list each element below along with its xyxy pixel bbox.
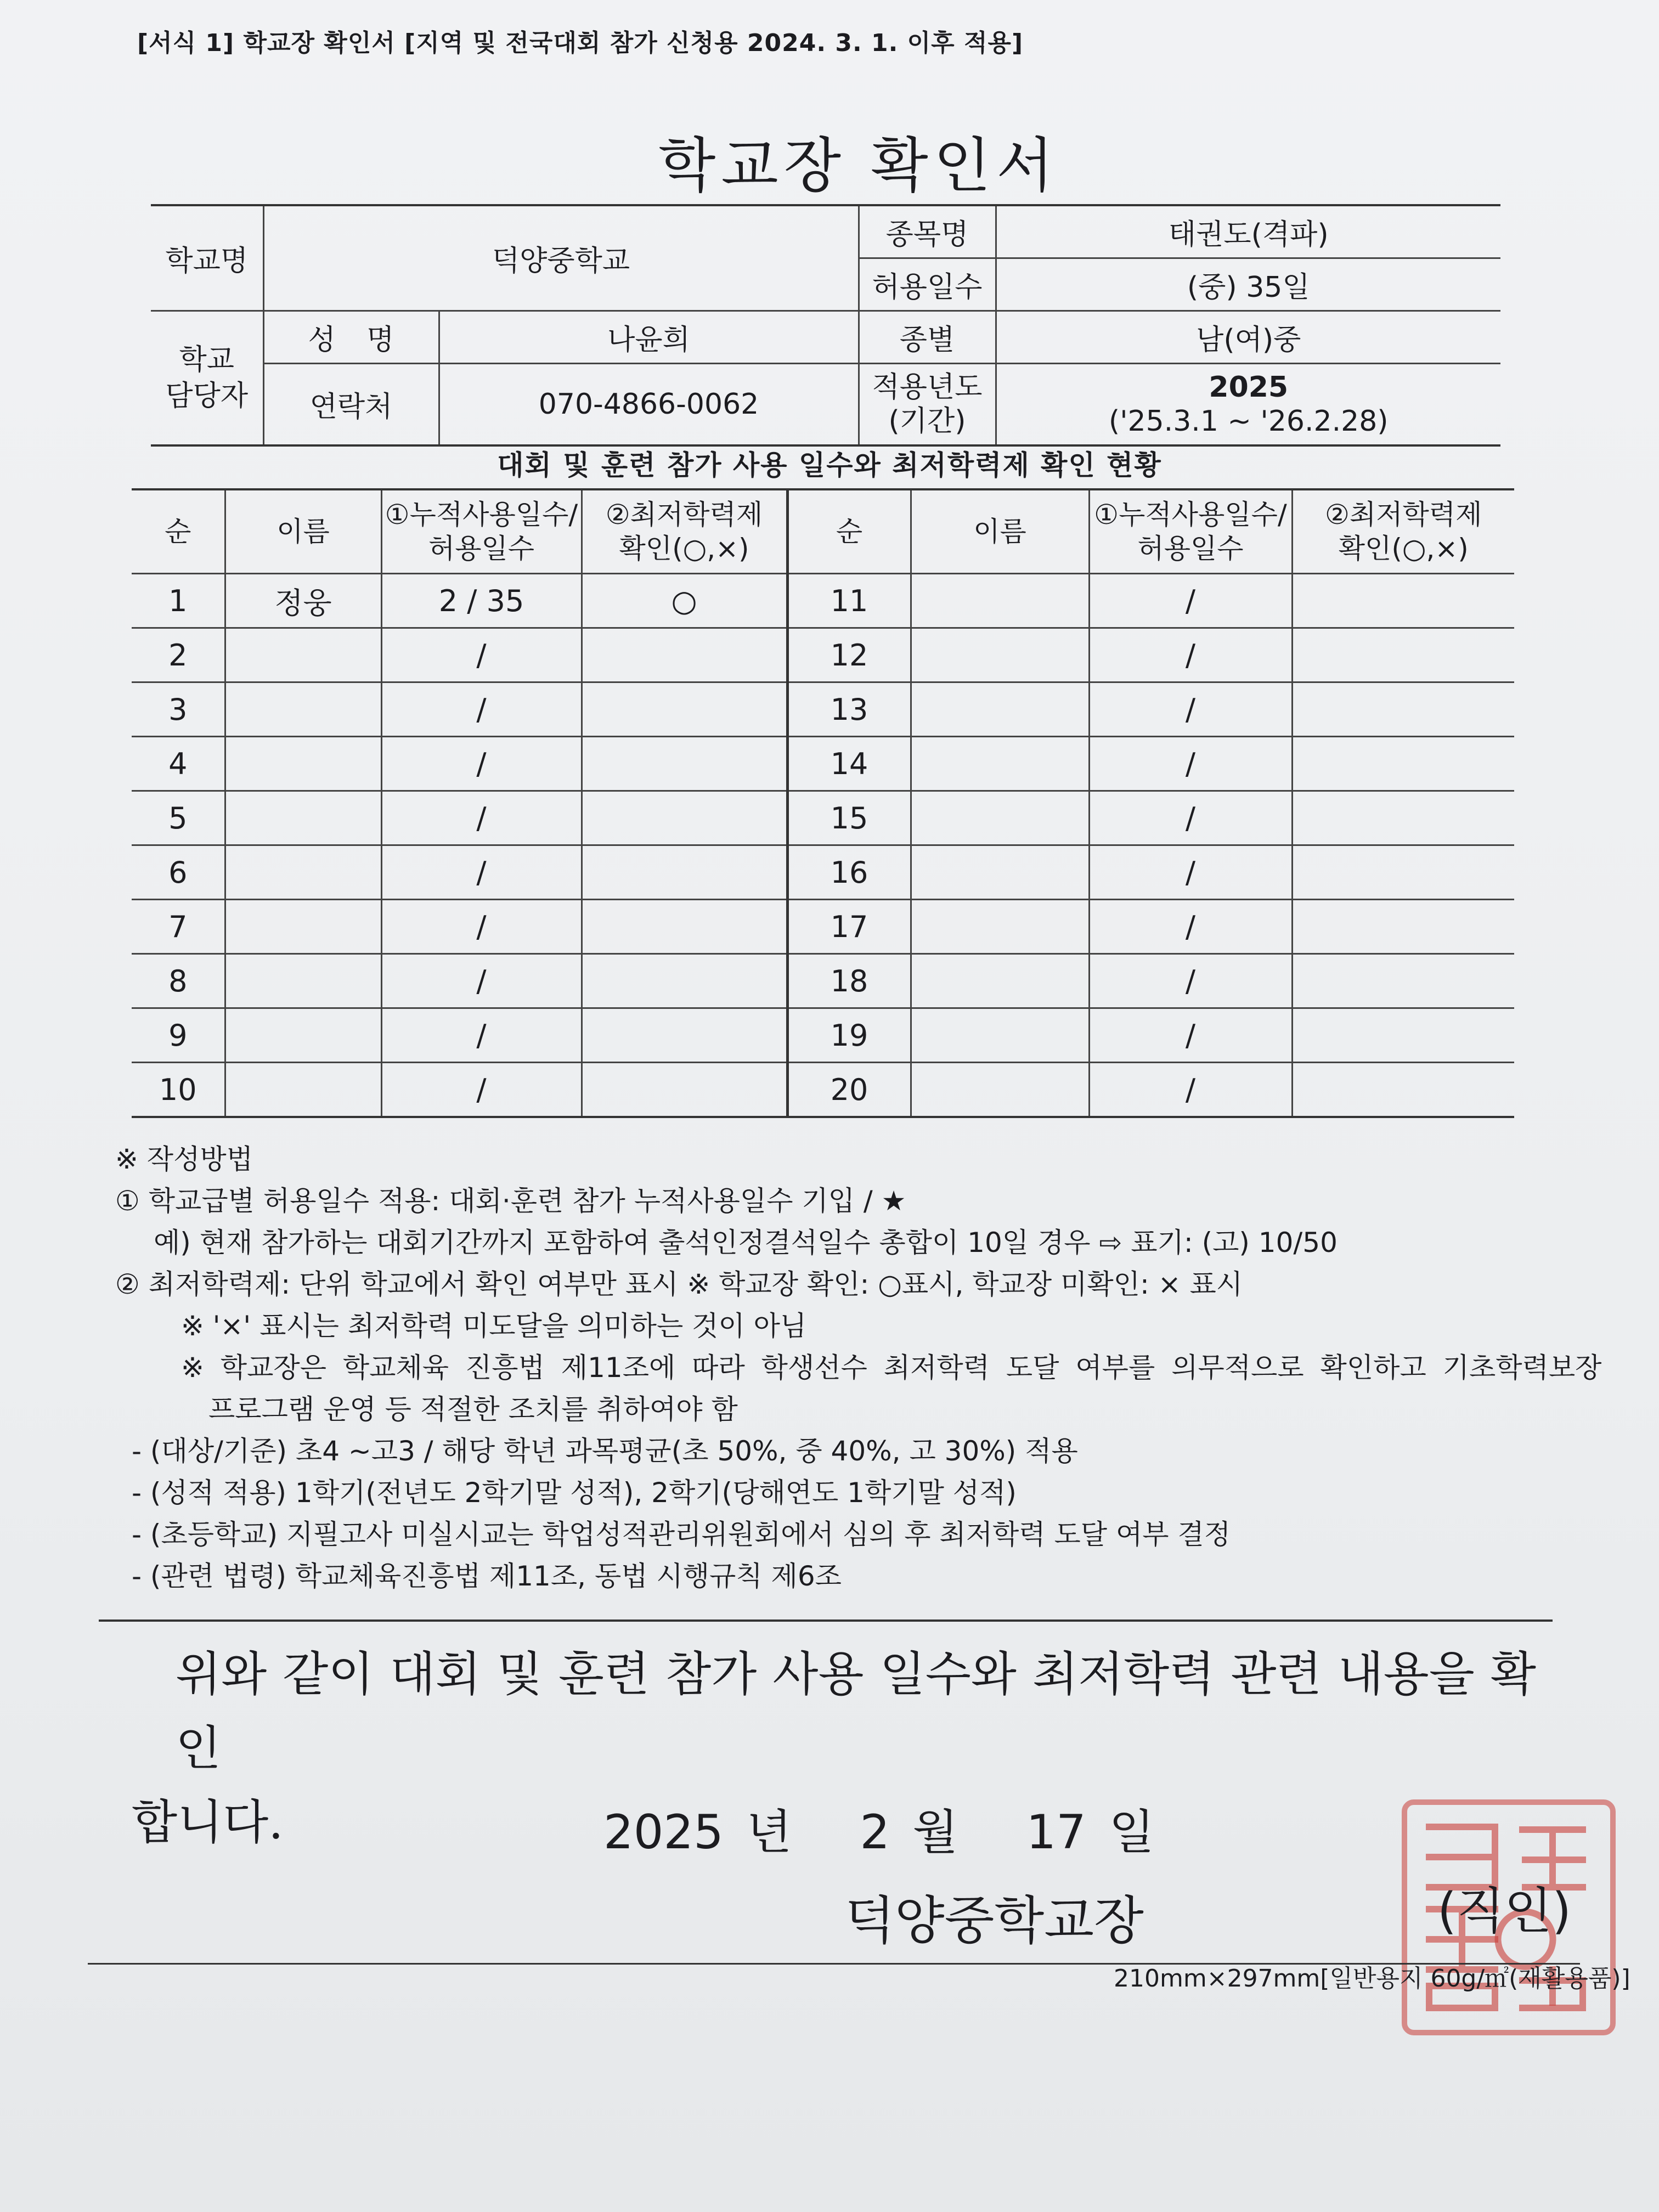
gender: 남(여)중 <box>996 311 1500 363</box>
row-no: 6 <box>132 845 225 900</box>
gender-label: 종별 <box>859 311 996 363</box>
table-row <box>132 682 1514 737</box>
row-name-2 <box>911 1008 1089 1063</box>
row-days: / <box>381 954 582 1008</box>
note-item: - (대상/기준) 초4 ~고3 / 해당 학년 과목평균(초 50%, 중 40%, 고 30%) 적용 <box>132 1435 1078 1467</box>
date-day: 17 <box>1026 1805 1086 1860</box>
header-days-2: ①누적사용일수/ 허용일수 <box>1089 489 1292 574</box>
row-days-2: / <box>1089 900 1292 954</box>
header-no: 순 <box>132 489 225 574</box>
year: 2025 <box>1209 370 1289 404</box>
note-item: - (관련 법령) 학교체육진흥법 제11조, 동법 시행규칙 제6조 <box>132 1560 842 1592</box>
row-name-2 <box>911 1063 1089 1118</box>
table-row <box>132 737 1514 791</box>
principal-name: 덕양중학교장 <box>845 1891 1144 1951</box>
row-name-2 <box>911 954 1089 1008</box>
row-no: 8 <box>132 954 225 1008</box>
row-check <box>582 682 787 737</box>
table-row <box>132 1008 1514 1063</box>
row-check-2 <box>1292 574 1514 628</box>
header-days: ①누적사용일수/ 허용일수 <box>381 489 582 574</box>
row-days: / <box>381 1063 582 1118</box>
row-name <box>225 1063 381 1118</box>
row-no-2: 13 <box>787 682 911 737</box>
row-name: 정웅 <box>225 574 381 628</box>
date-year-unit: 년 <box>746 1805 792 1860</box>
table-row <box>132 954 1514 1008</box>
document-title: 학교장 확인서 <box>658 132 1059 200</box>
row-check-2 <box>1292 1063 1514 1118</box>
note-item: ① 학교급별 허용일수 적용: 대회·훈련 참가 누적사용일수 기입 / ★ <box>115 1185 906 1217</box>
row-check <box>582 900 787 954</box>
form-header: [서식 1] 학교장 확인서 [지역 및 전국대회 참가 신청용 2024. 3. 1. 이후 적용] <box>137 29 1024 57</box>
row-name-2 <box>911 791 1089 845</box>
row-name <box>225 628 381 682</box>
row-name <box>225 900 381 954</box>
row-name <box>225 682 381 737</box>
contact: 070-4866-0062 <box>439 363 859 445</box>
row-check <box>582 628 787 682</box>
row-no: 7 <box>132 900 225 954</box>
note-item: ② 최저학력제: 단위 학교에서 확인 여부만 표시 ※ 학교장 확인: ○표시, 학교장 미확인: × 표시 <box>115 1268 1243 1300</box>
status-header-row <box>132 489 1514 574</box>
row-days: / <box>381 628 582 682</box>
row-name <box>225 737 381 791</box>
row-check <box>582 845 787 900</box>
header-name-2: 이름 <box>911 489 1089 574</box>
row-check: ○ <box>582 574 787 628</box>
row-days: / <box>381 737 582 791</box>
note-item: ※ 학교장은 학교체육 진흥법 제11조에 따라 학생선수 최저학력 도달 여부를 의무적으로 확인하고 기초학력보장 <box>181 1352 1602 1384</box>
row-check <box>582 737 787 791</box>
row-days: / <box>381 900 582 954</box>
row-no: 5 <box>132 791 225 845</box>
row-name-2 <box>911 845 1089 900</box>
row-no-2: 18 <box>787 954 911 1008</box>
row-no: 10 <box>132 1063 225 1118</box>
year-cell <box>996 363 1500 445</box>
table-row <box>132 900 1514 954</box>
row-days-2: / <box>1089 954 1292 1008</box>
date-month-unit: 월 <box>912 1805 958 1860</box>
row-name-2 <box>911 574 1089 628</box>
row-check <box>582 1008 787 1063</box>
row-check-2 <box>1292 737 1514 791</box>
row-check <box>582 791 787 845</box>
row-check-2 <box>1292 954 1514 1008</box>
row-days-2: / <box>1089 1008 1292 1063</box>
row-days-2: / <box>1089 1063 1292 1118</box>
info-table <box>151 204 1500 447</box>
row-name-2 <box>911 900 1089 954</box>
row-check-2 <box>1292 791 1514 845</box>
notes-heading: ※ 작성방법 <box>115 1143 253 1175</box>
row-name <box>225 791 381 845</box>
row-check-2 <box>1292 1008 1514 1063</box>
confirm-line-1: 위와 같이 대회 및 훈련 참가 사용 일수와 최저학력 관련 내용을 확인 <box>176 1647 1536 1776</box>
allowed-days: (중) 35일 <box>996 258 1500 311</box>
table-row <box>132 574 1514 628</box>
school-name-label: 학교명 <box>151 205 263 311</box>
paper-spec: 210mm×297mm[일반용지 60g/㎡(재활용품)] <box>1114 1965 1630 1993</box>
date-year: 2025 <box>603 1805 724 1860</box>
row-days: / <box>381 682 582 737</box>
header-name: 이름 <box>225 489 381 574</box>
row-no-2: 15 <box>787 791 911 845</box>
sport: 태권도(격파) <box>996 205 1500 258</box>
manager-label: 학교 담당자 <box>151 311 263 445</box>
row-name <box>225 954 381 1008</box>
row-days-2: / <box>1089 574 1292 628</box>
status-table <box>132 488 1514 1118</box>
row-no-2: 16 <box>787 845 911 900</box>
row-no: 1 <box>132 574 225 628</box>
header-check: ②최저학력제 확인(○,×) <box>582 489 787 574</box>
row-days: / <box>381 1008 582 1063</box>
notes-section <box>115 1138 1602 1597</box>
row-check <box>582 1063 787 1118</box>
contact-label: 연락처 <box>263 363 439 445</box>
note-item: 프로그램 운영 등 적절한 조치를 취하여야 함 <box>208 1393 738 1425</box>
divider-line <box>99 1620 1553 1622</box>
section-title: 대회 및 훈련 참가 사용 일수와 최저학력제 확인 현황 <box>497 449 1162 481</box>
status-body <box>132 574 1514 1118</box>
row-days-2: / <box>1089 845 1292 900</box>
table-row <box>132 1063 1514 1118</box>
row-no-2: 20 <box>787 1063 911 1118</box>
school-name: 덕양중학교 <box>263 205 859 311</box>
row-days: 2 / 35 <box>381 574 582 628</box>
date-month: 2 <box>860 1805 890 1860</box>
row-check-2 <box>1292 628 1514 682</box>
row-no-2: 19 <box>787 1008 911 1063</box>
row-days: / <box>381 791 582 845</box>
row-check <box>582 954 787 1008</box>
row-check-2 <box>1292 845 1514 900</box>
row-no: 3 <box>132 682 225 737</box>
row-no: 4 <box>132 737 225 791</box>
seal-label: (직인) <box>1437 1882 1572 1940</box>
row-days-2: / <box>1089 682 1292 737</box>
period: ('25.3.1 ~ '26.2.28) <box>1108 404 1389 438</box>
row-no-2: 17 <box>787 900 911 954</box>
row-check-2 <box>1292 900 1514 954</box>
row-no: 2 <box>132 628 225 682</box>
row-days: / <box>381 845 582 900</box>
row-no-2: 12 <box>787 628 911 682</box>
year-label: 적용년도 (기간) <box>859 363 996 445</box>
date-day-unit: 일 <box>1109 1805 1155 1860</box>
table-row <box>132 791 1514 845</box>
table-row <box>132 845 1514 900</box>
row-name <box>225 1008 381 1063</box>
note-item: ※ '×' 표시는 최저학력 미도달을 의미하는 것이 아님 <box>181 1310 807 1342</box>
note-item: - (초등학교) 지필고사 미실시교는 학업성적관리위원회에서 심의 후 최저학력 도달 여부 결정 <box>132 1519 1231 1550</box>
row-no: 9 <box>132 1008 225 1063</box>
row-days-2: / <box>1089 737 1292 791</box>
row-check-2 <box>1292 682 1514 737</box>
note-item: - (성적 적용) 1학기(전년도 2학기말 성적), 2학기(당해연도 1학기말 성적) <box>132 1477 1017 1509</box>
confirm-line-2: 합니다. <box>132 1795 284 1850</box>
manager-name: 나윤희 <box>439 311 859 363</box>
row-name-2 <box>911 737 1089 791</box>
row-days-2: / <box>1089 791 1292 845</box>
row-name-2 <box>911 628 1089 682</box>
row-name <box>225 845 381 900</box>
row-no-2: 11 <box>787 574 911 628</box>
note-item: 예) 현재 참가하는 대회기간까지 포함하여 출석인정결석일수 총합이 10일 경우 ⇨ 표기: (고) 10/50 <box>154 1227 1338 1259</box>
row-name-2 <box>911 682 1089 737</box>
header-no-2: 순 <box>787 489 911 574</box>
row-days-2: / <box>1089 628 1292 682</box>
date-line <box>603 1794 1154 1862</box>
allowed-days-label: 허용일수 <box>859 258 996 311</box>
sport-label: 종목명 <box>859 205 996 258</box>
header-check-2: ②최저학력제 확인(○,×) <box>1292 489 1514 574</box>
table-row <box>132 628 1514 682</box>
row-no-2: 14 <box>787 737 911 791</box>
name-label: 성 명 <box>263 311 439 363</box>
